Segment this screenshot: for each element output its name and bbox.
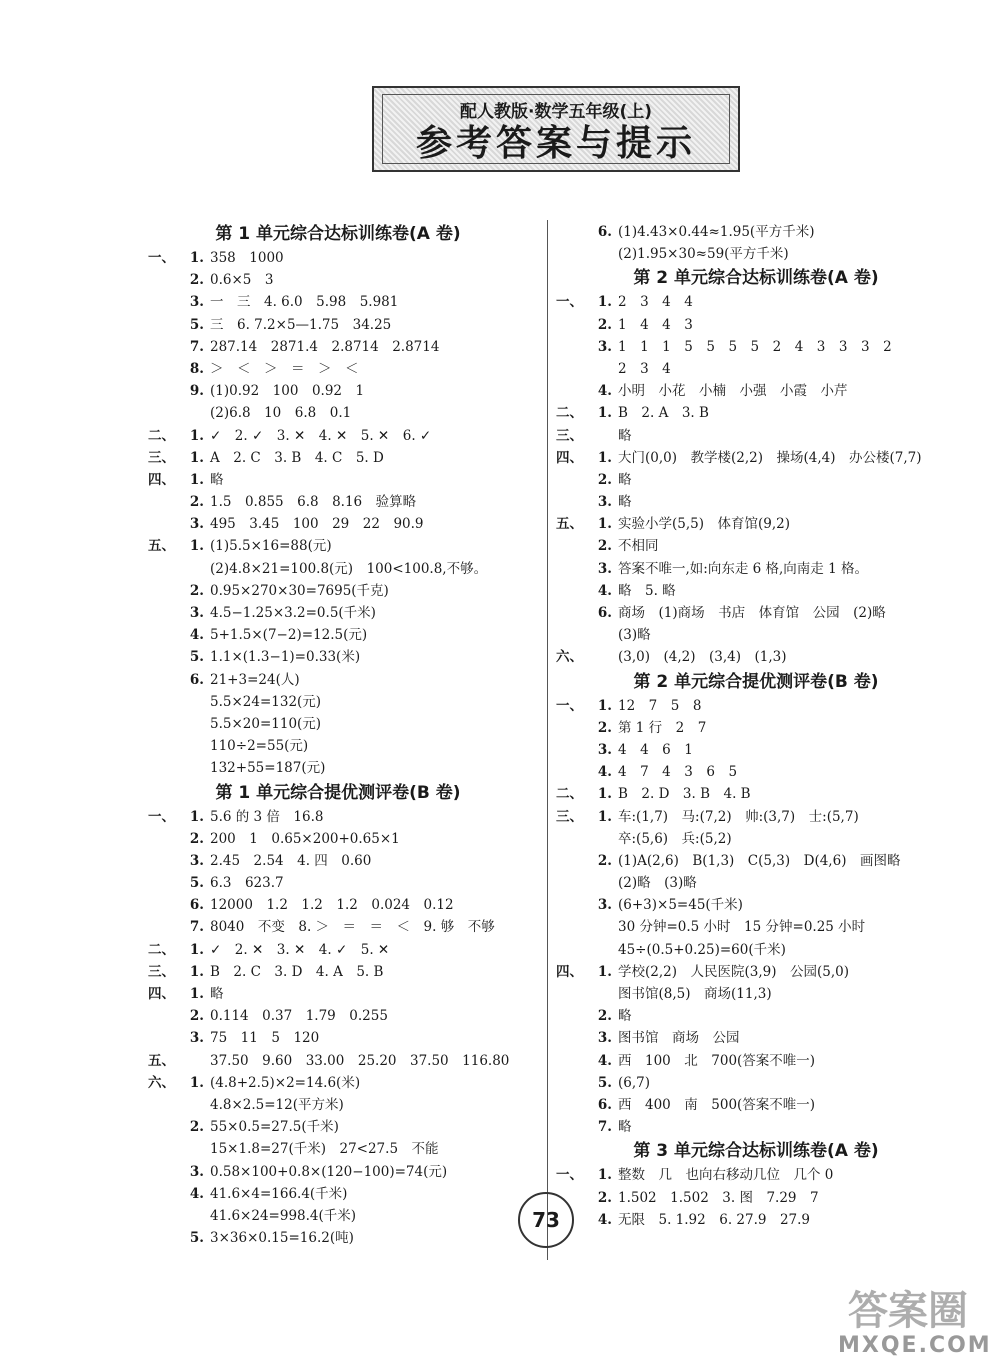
answer-line [148, 691, 528, 713]
answer-text: 6.3 623.7 [210, 875, 284, 892]
question-number: 2. [597, 1008, 612, 1025]
answer-text: 学校(2,2) 人民医院(3,9) 公园(5,0) [618, 963, 850, 980]
question-number: 3. [189, 1030, 204, 1047]
question-number: 2. [189, 1119, 204, 1136]
answer-line [148, 602, 528, 624]
answer-text: 略 [618, 1008, 632, 1025]
question-number: 7. [189, 919, 204, 936]
answer-text: 2.45 2.54 4. 四 0.60 [210, 852, 372, 869]
answer-line [148, 806, 528, 828]
answer-line [148, 983, 528, 1005]
answer-text: (1)5.5×16=88(元) [210, 538, 332, 555]
answer-text: 5.6 的 3 倍 16.8 [210, 808, 324, 825]
answer-text: 0.58×100+0.8×(120−100)=74(元) [210, 1163, 448, 1180]
answer-text: ＞ ＜ ＞ ＝ ＞ ＜ [210, 360, 359, 377]
watermark-bottom: MXQE.COM [838, 1333, 992, 1358]
answer-text: 车:(1,7) 马:(7,2) 帅:(3,7) 士:(5,7) [618, 808, 859, 825]
answer-line [556, 646, 956, 668]
question-number: 2. [597, 538, 612, 555]
answer-line [556, 1187, 956, 1209]
answer-text: A 2. C 3. B 4. C 5. D [210, 449, 384, 466]
question-number: 6. [597, 605, 612, 621]
answer-text: 41.6×24=998.4(千米) [210, 1207, 357, 1224]
part-label: 三、 [556, 808, 583, 825]
answer-text: ✓ 2. ✓ 3. ✕ 4. ✕ 5. ✕ 6. ✓ [210, 427, 432, 444]
question-number: 3. [189, 852, 204, 869]
question-number: 7. [597, 1119, 612, 1136]
answer-text: 358 1000 [210, 250, 284, 266]
answer-line [148, 961, 528, 983]
part-label: 五、 [556, 516, 583, 533]
page-number: 73 [518, 1192, 574, 1248]
answer-line [148, 916, 528, 938]
answer-line [148, 894, 528, 916]
part-label: 一、 [148, 808, 175, 825]
header-inner [382, 94, 730, 164]
answer-line [556, 380, 956, 402]
answer-text: 132+55=187(元) [210, 760, 326, 777]
answer-text: 卒:(5,6) 兵:(5,2) [618, 830, 732, 847]
question-number: 1. [597, 786, 612, 803]
question-number: 1. [597, 294, 612, 311]
answer-line [556, 1116, 956, 1138]
answer-line [556, 358, 956, 380]
header-banner [372, 86, 740, 172]
answer-line [148, 669, 528, 691]
answer-text: 实验小学(5,5) 体育馆(9,2) [618, 516, 791, 533]
answer-text: (2)1.95×30≈59(平方千米) [618, 246, 789, 263]
answer-text: B 2. A 3. B [618, 405, 709, 422]
question-number: 4. [597, 383, 612, 400]
question-number: 2. [189, 830, 204, 847]
answer-text: 30 分钟=0.5 小时 15 分钟=0.25 小时 [618, 919, 866, 936]
question-number: 3. [597, 1030, 612, 1047]
answer-line [556, 717, 956, 739]
question-number: 1. [189, 808, 204, 825]
question-number: 4. [597, 1052, 612, 1069]
header-subtitle: 配人教版·数学五年级(上) [460, 102, 652, 122]
question-number: 4. [597, 1211, 612, 1228]
answer-text: B 2. C 3. D 4. A 5. B [210, 963, 384, 980]
question-number: 1. [189, 941, 204, 958]
question-number: 4. [189, 1185, 204, 1202]
answer-line [556, 1072, 956, 1094]
answer-text: 略 [210, 986, 224, 1002]
question-number: 3. [597, 897, 612, 914]
question-number: 5. [189, 316, 204, 333]
answer-line [556, 402, 956, 424]
question-number: 2. [597, 471, 612, 488]
answer-text: 12000 1.2 1.2 1.2 0.024 0.12 [210, 897, 454, 914]
question-number: 1. [597, 449, 612, 466]
answer-text: 略 5. 略 [618, 582, 676, 599]
question-number: 3. [189, 294, 204, 311]
answer-text: 8040 不变 8. ＞ ＝ ＝ ＜ 9. 够 不够 [210, 919, 495, 936]
answer-text: 第 1 行 2 7 [618, 719, 707, 736]
answer-line [148, 269, 528, 291]
answer-line [148, 491, 528, 513]
answer-text: 4.5−1.25×3.2=0.5(千米) [210, 605, 376, 621]
answer-line [556, 447, 956, 469]
part-label: 五、 [148, 1052, 175, 1069]
part-label: 三、 [556, 427, 583, 444]
question-number: 2. [597, 316, 612, 333]
question-number: 6. [597, 224, 612, 240]
part-label: 二、 [556, 786, 583, 803]
question-number: 6. [189, 671, 204, 688]
answer-text: 略 [618, 471, 632, 488]
answer-line [556, 221, 956, 243]
question-number: 1. [189, 538, 204, 555]
answer-text: 小明 小花 小楠 小强 小霞 小芹 [618, 383, 848, 400]
answer-text: 西 400 南 500(答案不唯一) [618, 1096, 816, 1113]
page-title: 参考答案与提示 [415, 123, 696, 164]
answer-text: 1.1×(1.3−1)=0.33(米) [210, 649, 361, 666]
answer-text: 4 4 6 1 [618, 741, 693, 758]
answer-text: 1 4 4 3 [618, 316, 693, 333]
answer-text: (3,0) (4,2) (3,4) (1,3) [618, 649, 787, 666]
answer-line [556, 558, 956, 580]
question-number: 3. [189, 1163, 204, 1180]
answer-line [148, 358, 528, 380]
answer-text: (3)略 [618, 627, 651, 644]
answer-line [148, 1183, 528, 1205]
answer-text: (6,7) [618, 1074, 651, 1091]
answer-line [556, 695, 956, 717]
answer-line [556, 491, 956, 513]
question-number: 3. [597, 494, 612, 511]
question-number: 1. [597, 405, 612, 422]
answer-line [556, 1005, 956, 1027]
question-number: 3. [597, 741, 612, 758]
question-number: 1. [189, 471, 204, 488]
question-number: 2. [597, 852, 612, 869]
answer-line [556, 916, 956, 938]
answer-text: 3×36×0.15=16.2(吨) [210, 1230, 354, 1247]
question-number: 8. [189, 360, 204, 377]
answer-text: 答案不唯一,如:向东走 6 格,向南走 1 格。 [618, 560, 868, 577]
answer-text: 495 3.45 100 29 22 90.9 [210, 516, 424, 533]
answer-text: 110÷2=55(元) [210, 738, 309, 755]
question-number: 2. [189, 272, 204, 289]
answer-line [148, 1116, 528, 1138]
question-number: 5. [189, 1230, 204, 1247]
answer-text: 略 [210, 471, 224, 488]
section-heading: 第 1 单元综合提优测评卷(B 卷) [215, 782, 461, 803]
answer-line [556, 513, 956, 535]
answer-line [556, 243, 956, 265]
answer-text: (4.8+2.5)×2=14.6(米) [210, 1074, 361, 1091]
watermark-top: 答案圈 [848, 1288, 968, 1334]
answer-line [556, 469, 956, 491]
answer-line [556, 894, 956, 916]
answer-line [556, 850, 956, 872]
answer-text: 一 三 4. 6.0 5.98 5.981 [210, 294, 399, 311]
answer-text: 1.502 1.502 3. 图 7.29 7 [618, 1189, 819, 1206]
answer-text: 略 [618, 1119, 632, 1136]
part-label: 二、 [148, 941, 175, 958]
section-heading: 第 2 单元综合达标训练卷(A 卷) [633, 268, 879, 289]
column-divider [547, 220, 548, 1260]
answer-line [148, 1227, 528, 1249]
question-number: 1. [189, 250, 204, 266]
answer-line [556, 983, 956, 1005]
question-number: 5. [189, 875, 204, 892]
question-number: 1. [597, 697, 612, 714]
answer-line [148, 336, 528, 358]
answer-line [556, 783, 956, 805]
answer-line [556, 939, 956, 961]
part-label: 三、 [148, 963, 175, 980]
answer-line [148, 1205, 528, 1227]
answer-text: 15×1.8=27(千米) 27<27.5 不能 [210, 1141, 439, 1158]
question-number: 1. [189, 427, 204, 444]
answer-line [556, 761, 956, 783]
part-label: 三、 [148, 449, 175, 466]
answer-line [148, 402, 528, 424]
question-number: 1. [597, 516, 612, 533]
answer-text: (2)略 (3)略 [618, 875, 697, 892]
answer-line [556, 1164, 956, 1186]
answer-line [556, 1050, 956, 1072]
section-heading: 第 2 单元综合提优测评卷(B 卷) [633, 671, 879, 692]
answer-line [148, 380, 528, 402]
answer-text: 1.5 0.855 6.8 8.16 验算略 [210, 494, 417, 511]
answer-line [148, 872, 528, 894]
answer-line [148, 1072, 528, 1094]
answer-text: 整数 几 也向右移动几位 几个 0 [618, 1167, 834, 1184]
part-label: 四、 [148, 471, 175, 488]
answer-text: 287.14 2871.4 2.8714 2.8714 [210, 338, 440, 355]
part-label: 一、 [556, 1167, 583, 1184]
answer-line [148, 735, 528, 757]
answer-line [556, 291, 956, 313]
part-label: 一、 [556, 697, 583, 714]
answer-text: 0.95×270×30=7695(千克) [210, 582, 389, 599]
answer-text: 5+1.5×(7−2)=12.5(元) [210, 627, 368, 644]
answer-text: 4.8×2.5=12(平方米) [210, 1096, 344, 1113]
question-number: 4. [597, 582, 612, 599]
answer-text: 4 7 4 3 6 5 [618, 764, 738, 781]
section-heading: 第 1 单元综合达标训练卷(A 卷) [215, 224, 461, 244]
answer-text: 商场 (1)商场 书店 体育馆 公园 (2)略 [618, 605, 886, 621]
answer-text: 三 6. 7.2×5—1.75 34.25 [210, 316, 392, 333]
answer-text: 不相同 [618, 538, 659, 555]
answer-line [148, 1050, 528, 1072]
answer-line [556, 806, 956, 828]
question-number: 4. [189, 627, 204, 644]
answer-line [556, 1094, 956, 1116]
question-number: 1. [189, 986, 204, 1002]
question-number: 2. [189, 494, 204, 511]
answer-text: 2 3 4 4 [618, 294, 693, 311]
answer-line [148, 1005, 528, 1027]
answer-line [556, 425, 956, 447]
answer-text: 0.6×5 3 [210, 272, 274, 289]
part-label: 六、 [556, 649, 583, 666]
answer-line [148, 580, 528, 602]
right-column [556, 221, 956, 1231]
part-label: 一、 [148, 250, 175, 266]
answer-line [148, 535, 528, 557]
answer-line [148, 757, 528, 779]
answer-text: (2)6.8 10 6.8 0.1 [210, 405, 352, 422]
answer-text: ✓ 2. ✕ 3. ✕ 4. ✓ 5. ✕ [210, 941, 390, 958]
question-number: 1. [189, 449, 204, 466]
part-label: 四、 [148, 986, 175, 1002]
answer-line [556, 336, 956, 358]
answer-text: 37.50 9.60 33.00 25.20 37.50 116.80 [210, 1052, 510, 1069]
answer-text: 图书馆 商场 公园 [618, 1030, 740, 1047]
answer-line [148, 558, 528, 580]
question-number: 1. [597, 808, 612, 825]
answer-text: 略 [618, 427, 632, 444]
answer-line [148, 247, 528, 269]
watermark-logo [838, 1288, 992, 1358]
question-number: 3. [597, 560, 612, 577]
answer-text: 5.5×20=110(元) [210, 715, 322, 732]
left-column [148, 221, 528, 1249]
answer-line [148, 447, 528, 469]
answer-line [148, 646, 528, 668]
answer-text: 2 3 4 [618, 360, 671, 377]
question-number: 6. [189, 897, 204, 914]
question-number: 4. [597, 764, 612, 781]
answer-text: (1)0.92 100 0.92 1 [210, 383, 365, 400]
question-number: 2. [189, 1008, 204, 1025]
answer-line [556, 1027, 956, 1049]
question-number: 2. [189, 582, 204, 599]
question-number: 9. [189, 383, 204, 400]
answer-text: 西 100 北 700(答案不唯一) [618, 1052, 816, 1069]
answer-text: B 2. D 3. B 4. B [618, 786, 751, 803]
answer-line [556, 602, 956, 624]
answer-text: 略 [618, 494, 632, 511]
question-number: 2. [597, 1189, 612, 1206]
answer-text: 200 1 0.65×200+0.65×1 [210, 830, 400, 847]
answer-text: (2)4.8×21=100.8(元) 100<100.8,不够。 [210, 560, 488, 577]
question-number: 1. [597, 1167, 612, 1184]
answer-text: 0.114 0.37 1.79 0.255 [210, 1008, 388, 1025]
answer-text: 5.5×24=132(元) [210, 693, 322, 710]
answer-text: (1)A(2,6) B(1,3) C(5,3) D(4,6) 画图略 [618, 852, 901, 869]
answer-line [556, 739, 956, 761]
answer-text: 45÷(0.5+0.25)=60(千米) [618, 941, 786, 958]
answer-line [148, 939, 528, 961]
answer-text: 55×0.5=27.5(千米) [210, 1119, 339, 1136]
answer-text: 21+3=24(人) [210, 671, 300, 688]
part-label: 二、 [556, 405, 583, 422]
question-number: 3. [597, 338, 612, 355]
section-heading: 第 3 单元综合达标训练卷(A 卷) [633, 1141, 879, 1162]
answer-text: 图书馆(8,5) 商场(11,3) [618, 986, 772, 1002]
answer-text: 75 11 5 120 [210, 1030, 320, 1047]
answer-text: (6+3)×5=45(千米) [618, 897, 743, 914]
answer-text: 大门(0,0) 教学楼(2,2) 操场(4,4) 办公楼(7,7) [618, 449, 922, 466]
part-label: 四、 [556, 449, 583, 466]
question-number: 1. [189, 1074, 204, 1091]
answer-line [556, 872, 956, 894]
answer-line [556, 314, 956, 336]
answer-line [148, 1027, 528, 1049]
answer-line [148, 713, 528, 735]
answer-line [148, 291, 528, 313]
answer-text: 41.6×4=166.4(千米) [210, 1185, 348, 1202]
part-label: 五、 [148, 538, 175, 555]
question-number: 1. [597, 963, 612, 980]
answer-line [148, 850, 528, 872]
question-number: 1. [189, 963, 204, 980]
answer-text: (1)4.43×0.44≈1.95(平方千米) [618, 224, 815, 240]
answer-line [148, 1138, 528, 1160]
answer-line [556, 961, 956, 983]
answer-line [148, 513, 528, 535]
part-label: 二、 [148, 427, 175, 444]
answer-line [556, 580, 956, 602]
answer-line [148, 624, 528, 646]
answer-line [556, 1209, 956, 1231]
answer-text: 无限 5. 1.92 6. 27.9 27.9 [618, 1211, 811, 1228]
part-label: 四、 [556, 963, 583, 980]
answer-line [556, 828, 956, 850]
answer-line [556, 624, 956, 646]
question-number: 7. [189, 338, 204, 355]
question-number: 3. [189, 516, 204, 533]
answer-line [148, 469, 528, 491]
question-number: 6. [597, 1096, 612, 1113]
question-number: 5. [189, 649, 204, 666]
part-label: 一、 [556, 294, 583, 311]
question-number: 5. [597, 1074, 612, 1091]
answer-text: 12 7 5 8 [618, 697, 702, 714]
answer-text: 1 1 1 5 5 5 5 2 4 3 3 3 2 [618, 338, 892, 355]
part-label: 六、 [148, 1074, 175, 1091]
answer-line [148, 1094, 528, 1116]
answer-line [556, 535, 956, 557]
answer-line [148, 828, 528, 850]
answer-line [148, 1161, 528, 1183]
question-number: 2. [597, 719, 612, 736]
answer-line [148, 314, 528, 336]
question-number: 3. [189, 605, 204, 621]
answer-line [148, 425, 528, 447]
